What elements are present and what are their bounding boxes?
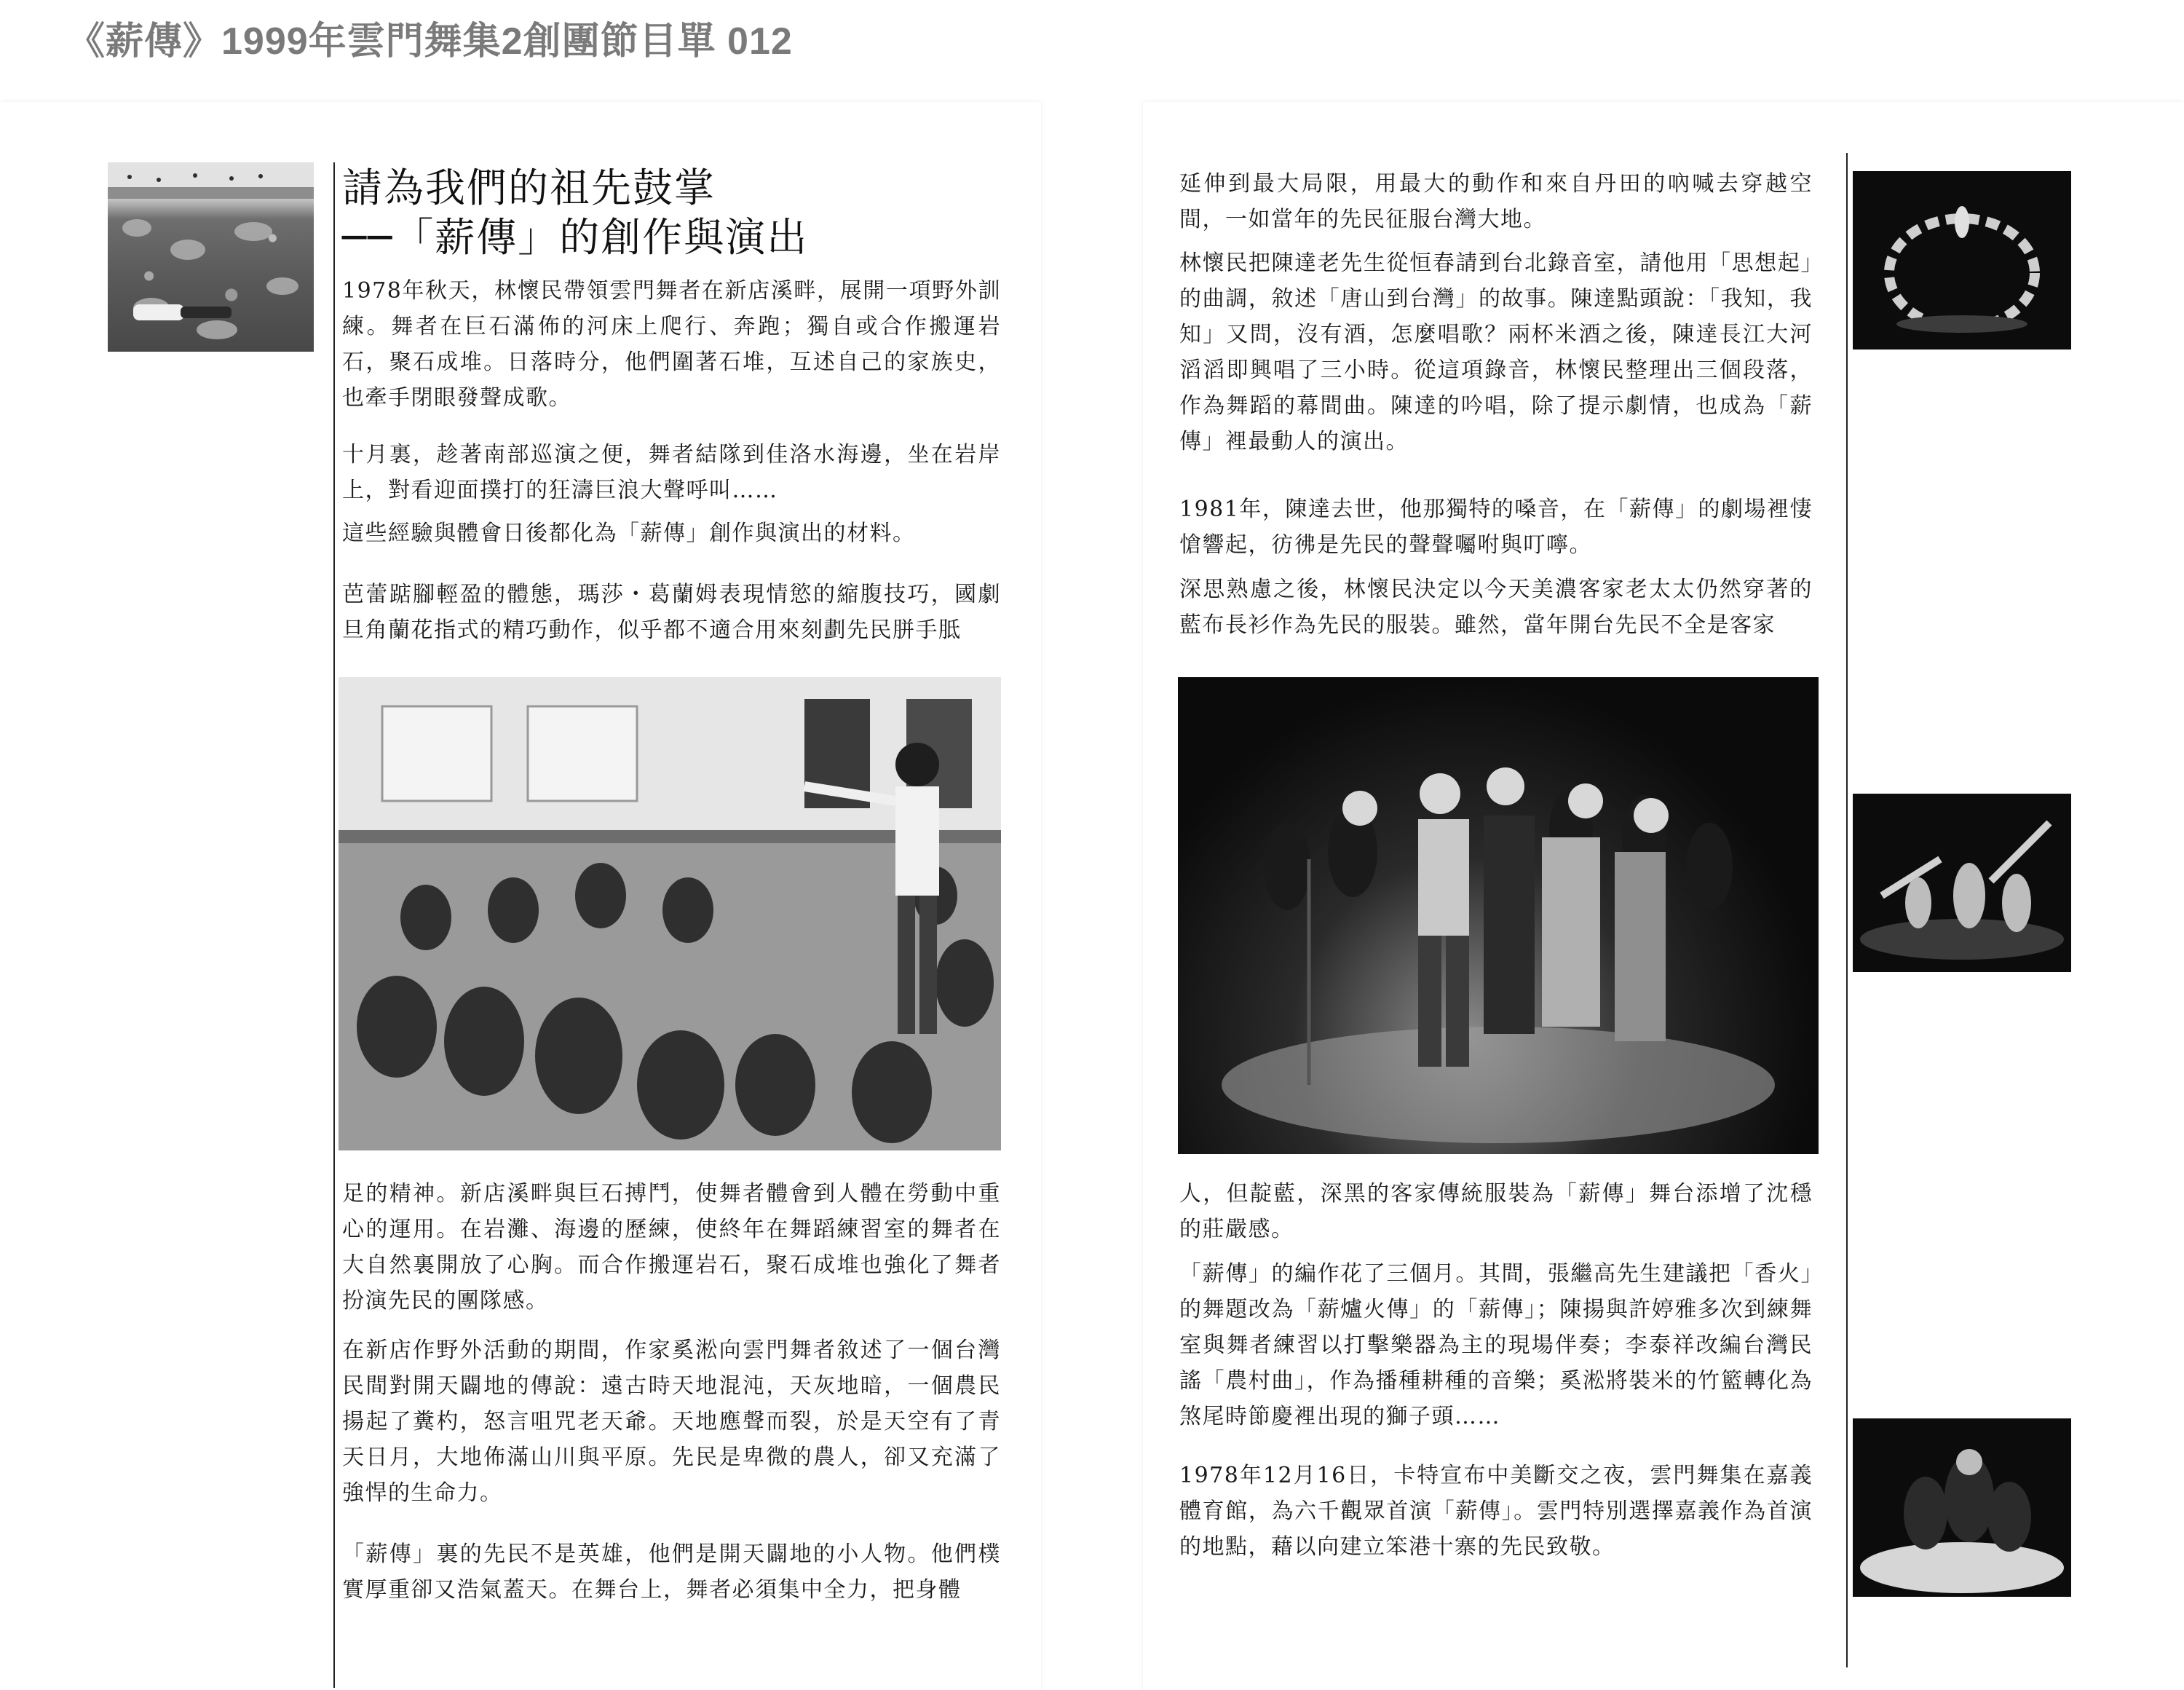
left-page bbox=[0, 102, 1041, 1690]
left-paragraph-2: 十月裏，趁著南部巡演之便，舞者結隊到佳洛水海邊，坐在岩岸上，對看迎面撲打的狂濤巨浪大聲呼叫…… bbox=[342, 442, 1001, 503]
right-column-rule bbox=[1846, 153, 1848, 1667]
stage-performance-photo bbox=[1178, 677, 1819, 1154]
left-paragraph-1: 1978年秋天，林懷民帶領雲門舞者在新店溪畔，展開一項野外訓練。舞者在巨石滿佈的河床上爬行、奔跑；獨自或合作搬運岩石，聚石成堆。日落時分，他們圍著石堆，互述自己的家族史，也牽手閉眼發聲成歌。 bbox=[342, 278, 1001, 411]
article-title-line1: 請為我們的祖先鼓掌 bbox=[342, 165, 716, 211]
right-paragraph-6: 「薪傳」的編作花了三個月。其間，張繼高先生建議把「香火」的舞題改為「薪爐火傳」的「薪傳」；陳揚與許婷雅多次到練舞室與舞者練習以打擊樂器為主的現場伴奏；李泰祥改編台灣民謠「農村曲」，作為播種耕種的音樂；奚淞將裝米的竹籃轉化為煞尾時節慶裡出現的獅子頭…… bbox=[1179, 1261, 1813, 1429]
left-paragraph-6: 在新店作野外活動的期間，作家奚淞向雲門舞者敘述了一個台灣民間對開天闢地的傳說：遠古時天地混沌，天灰地暗，一個農民揚起了糞杓，怒言咀咒老天爺。天地應聲而裂，於是天空有了青天日月，大地佈滿山川與平原。先民是卑微的農人，卻又充滿了強悍的生命力。 bbox=[342, 1338, 1001, 1506]
right-paragraph-2: 林懷民把陳達老先生從恒春請到台北錄音室，請他用「思想起」的曲調，敘述「唐山到台灣」的故事。陳達點頭說：「我知，我知」又問，沒有酒，怎麼唱歌？兩杯米酒之後，陳達長江大河滔滔即興唱了三小時。從這項錄音，林懷民整理出三個段落，作為舞蹈的幕間曲。陳達的吟唱，除了提示劇情，也成為「薪傳」裡最動人的演出。 bbox=[1179, 250, 1813, 454]
right-paragraph-7: 1978年12月16日，卡特宣布中美斷交之夜，雲門舞集在嘉義體育館，為六千觀眾首演「薪傳」。雲門特別選擇嘉義作為首演的地點，藉以向建立笨港十寨的先民致敬。 bbox=[1179, 1463, 1813, 1560]
right-paragraph-5: 人，但靛藍，深黑的客家傳統服裝為「薪傳」舞台添增了沈穩的莊嚴感。 bbox=[1179, 1181, 1813, 1242]
riverbed-rocks-photo bbox=[108, 162, 314, 352]
rehearsal-photo bbox=[339, 677, 1001, 1150]
left-paragraph-4: 芭蕾踮腳輕盈的體態，瑪莎・葛蘭姆表現情慾的縮腹技巧，國劇旦角蘭花指式的精巧動作，似乎都不適合用來刻劃先民胼手胝 bbox=[342, 582, 1001, 643]
document-header: 《薪傳》1999年雲門舞集2創團節目單 012 bbox=[67, 20, 793, 63]
right-paragraph-3: 1981年，陳達去世，他那獨特的嗓音，在「薪傳」的劇場裡悽愴響起，彷彿是先民的聲聲囑咐與叮嚀。 bbox=[1179, 497, 1813, 558]
right-paragraph-4: 深思熟慮之後，林懷民決定以今天美濃客家老太太仍然穿著的藍布長衫作為先民的服裝。雖然，當年開台先民不全是客家 bbox=[1179, 577, 1813, 638]
right-page bbox=[1143, 102, 2184, 1690]
dancers-leap-photo bbox=[1853, 794, 2071, 972]
left-paragraph-3: 這些經驗與體會日後都化為「薪傳」創作與演出的材料。 bbox=[342, 521, 916, 546]
left-paragraph-5: 足的精神。新店溪畔與巨石搏鬥，使舞者體會到人體在勞動中重心的運用。在岩灘、海邊的歷練，使終年在舞蹈練習室的舞者在大自然裏開放了心胸。而合作搬運岩石，聚石成堆也強化了舞者扮演先民的團隊感。 bbox=[342, 1181, 1001, 1314]
dancers-circle-photo bbox=[1853, 171, 2071, 350]
left-column-rule bbox=[333, 162, 335, 1688]
article-title-line2: ──「薪傳」的創作與演出 bbox=[342, 214, 809, 261]
right-paragraph-1: 延伸到最大局限，用最大的動作和來自丹田的吶喊去穿越空間，一如當年的先民征服台灣大地。 bbox=[1179, 171, 1813, 232]
left-paragraph-7: 「薪傳」裏的先民不是英雄，他們是開天闢地的小人物。他們樸實厚重卻又浩氣蓋天。在舞台上，舞者必須集中全力，把身體 bbox=[342, 1541, 1001, 1603]
dancers-lion-head-photo bbox=[1853, 1418, 2071, 1597]
